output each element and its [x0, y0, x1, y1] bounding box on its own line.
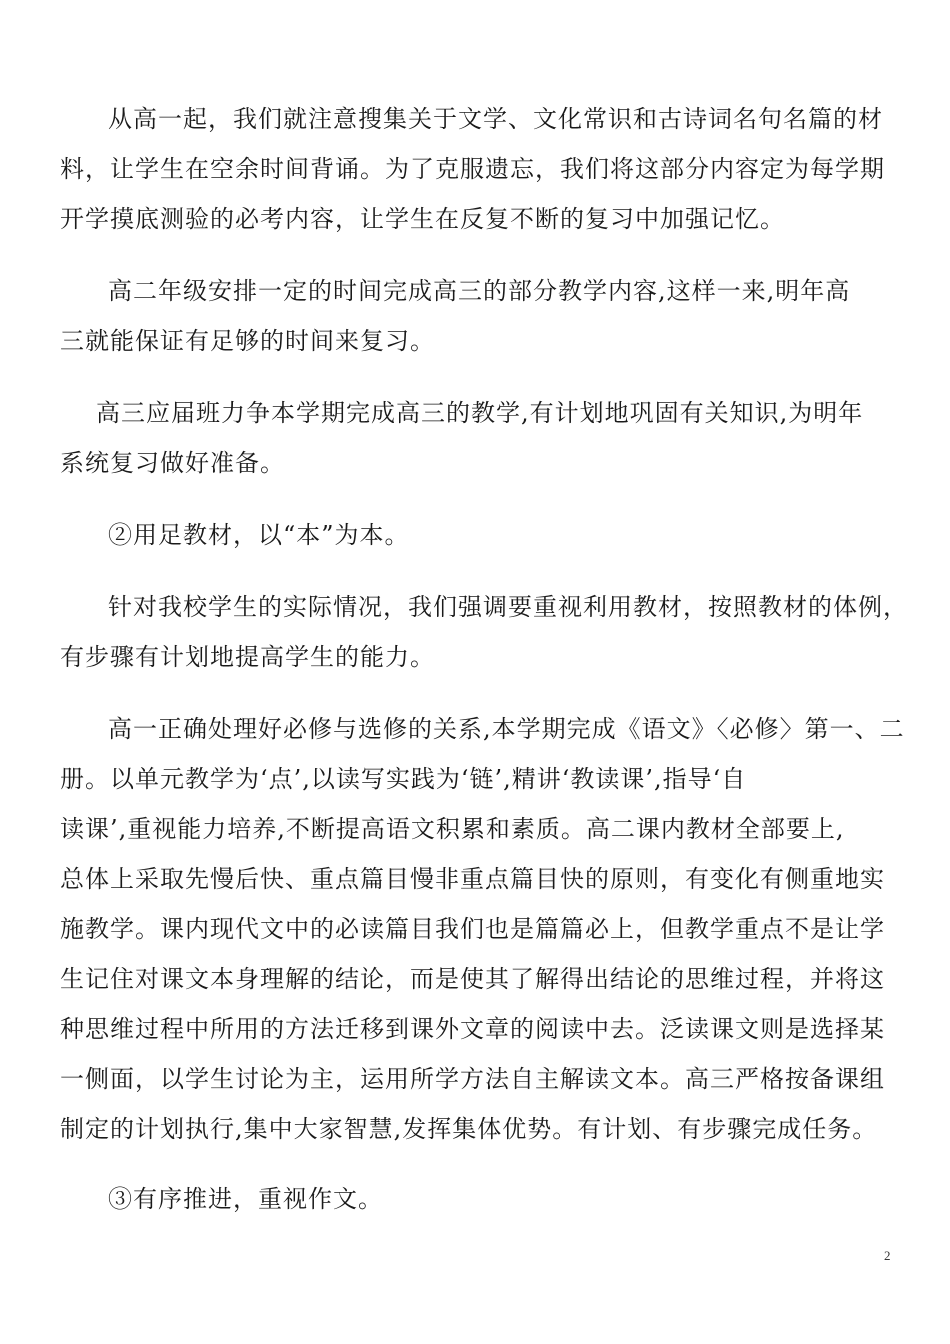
- page-number: 2: [884, 1248, 891, 1263]
- paragraph-6-line-5: 施教学。课内现代文中的必读篇目我们也是篇篇必上，但教学重点不是让学: [60, 915, 885, 943]
- paragraph-5-line-2: 有步骤有计划地提高学生的能力。: [60, 643, 435, 671]
- paragraph-6-line-2: 册。以单元教学为‘点’,以读写实践为‘链’,精讲‘教读课’,指导‘自: [60, 765, 747, 793]
- paragraph-6-line-3: 读课’,重视能力培养,不断提高语文积累和素质。高二课内教材全部要上,: [60, 815, 845, 843]
- paragraph-3-line-2: 系统复习做好准备。: [60, 449, 285, 477]
- section-heading-3: ③有序推进，重视作文。: [108, 1185, 383, 1213]
- paragraph-3-line-1: 高三应届班力争本学期完成高三的教学,有计划地巩固有关知识,为明年: [96, 399, 864, 427]
- paragraph-1-line-1: 从高一起，我们就注意搜集关于文学、文化常识和古诗词名句名篇的材: [108, 105, 883, 133]
- paragraph-6-line-1: 高一正确处理好必修与选修的关系,本学期完成《语文》〈必修〉第一、二: [108, 715, 905, 743]
- paragraph-1-line-2: 料，让学生在空余时间背诵。为了克服遗忘，我们将这部分内容定为每学期: [60, 155, 885, 183]
- paragraph-2-line-2: 三就能保证有足够的时间来复习。: [60, 327, 435, 355]
- paragraph-6-line-4: 总体上采取先慢后快、重点篇目慢非重点篇目快的原则，有变化有侧重地实: [60, 865, 885, 893]
- paragraph-6-line-7: 种思维过程中所用的方法迁移到课外文章的阅读中去。泛读课文则是选择某: [60, 1015, 885, 1043]
- paragraph-6-line-8: 一侧面，以学生讨论为主，运用所学方法自主解读文本。高三严格按备课组: [60, 1065, 885, 1093]
- paragraph-1-line-3: 开学摸底测验的必考内容，让学生在反复不断的复习中加强记忆。: [60, 205, 785, 233]
- paragraph-2-line-1: 高二年级安排一定的时间完成高三的部分教学内容,这样一来,明年高: [108, 277, 851, 305]
- paragraph-6-line-9: 制定的计划执行,集中大家智慧,发挥集体优势。有计划、有步骤完成任务。: [60, 1115, 878, 1143]
- paragraph-5-line-1: 针对我校学生的实际情况，我们强调要重视利用教材，按照教材的体例，: [108, 593, 908, 621]
- paragraph-6-line-6: 生记住对课文本身理解的结论，而是使其了解得出结论的思维过程，并将这: [60, 965, 885, 993]
- section-heading-2: ②用足教材，以“本”为本。: [108, 521, 410, 549]
